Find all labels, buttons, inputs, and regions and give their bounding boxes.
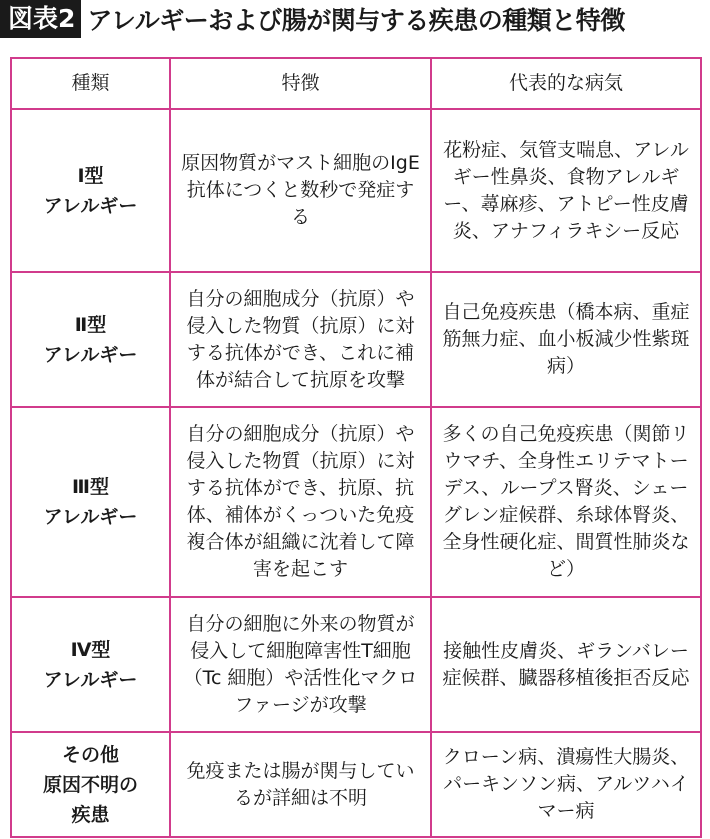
disease-cell: クローン病、潰瘍性大腸炎、パーキンソン病、アルツハイマー病 xyxy=(431,732,701,837)
disease-cell: 花粉症、気管支喘息、アレルギー性鼻炎、食物アレルギー、蕁麻疹、アトピー性皮膚炎、アナフィラキシー反応 xyxy=(431,109,701,272)
type-cell xyxy=(11,732,170,837)
disease-cell: 自己免疫疾患（橋本病、重症筋無力症、血小板減少性紫斑病） xyxy=(431,272,701,407)
feature-cell: 自分の細胞に外来の物質が侵入して細胞障害性T細胞（Tc 細胞）や活性化マクロファージが攻撃 xyxy=(170,597,431,732)
type-category: アレルギー xyxy=(43,343,138,366)
header-type: 種類 xyxy=(11,58,170,109)
feature-cell: 免疫または腸が関与しているが詳細は不明 xyxy=(170,732,431,837)
type-extra: 疾患 xyxy=(71,803,110,826)
disease-cell: 接触性皮膚炎、ギランバレー症候群、臓器移植後拒否反応 xyxy=(431,597,701,732)
type-category: アレルギー xyxy=(43,506,138,528)
figure-title-bar xyxy=(0,0,710,38)
type-category: アレルギー xyxy=(43,194,138,217)
table-row xyxy=(11,109,701,272)
header-disease: 代表的な病気 xyxy=(431,58,701,109)
type-name: Ⅲ型 xyxy=(72,476,109,498)
table-row xyxy=(11,407,701,597)
type-name: Ⅳ型 xyxy=(70,638,111,661)
type-cell xyxy=(11,407,170,597)
type-category: アレルギー xyxy=(43,668,138,691)
feature-cell: 自分の細胞成分（抗原）や侵入した物質（抗原）に対する抗体ができ、これに補体が結合して抗原を攻撃 xyxy=(170,272,431,407)
type-cell xyxy=(11,109,170,272)
type-name: Ⅰ型 xyxy=(77,164,104,187)
table-row xyxy=(11,272,701,407)
type-name: Ⅱ型 xyxy=(74,313,107,336)
feature-cell: 自分の細胞成分（抗原）や侵入した物質（抗原）に対する抗体ができ、抗原、抗体、補体がくっついた免疫複合体が組織に沈着して障害を起こす xyxy=(170,407,431,597)
type-cell xyxy=(11,597,170,732)
figure-label: 図表2 xyxy=(0,0,81,38)
type-name: その他 xyxy=(61,743,119,766)
type-cell xyxy=(11,272,170,407)
figure-title: アレルギーおよび腸が関与する疾患の種類と特徴 xyxy=(87,6,625,35)
table-row xyxy=(11,597,701,732)
type-category: 原因不明の xyxy=(42,773,138,796)
allergy-disease-table xyxy=(10,57,702,838)
table-header-row xyxy=(11,58,701,109)
header-feature: 特徴 xyxy=(170,58,431,109)
feature-cell: 原因物質がマスト細胞のIgE 抗体につくと数秒で発症する xyxy=(170,109,431,272)
table-row xyxy=(11,732,701,837)
disease-cell: 多くの自己免疫疾患（関節リウマチ、全身性エリテマトーデス、ループス腎炎、シェーグレン症候群、糸球体腎炎、全身性硬化症、間質性肺炎など） xyxy=(431,407,701,597)
